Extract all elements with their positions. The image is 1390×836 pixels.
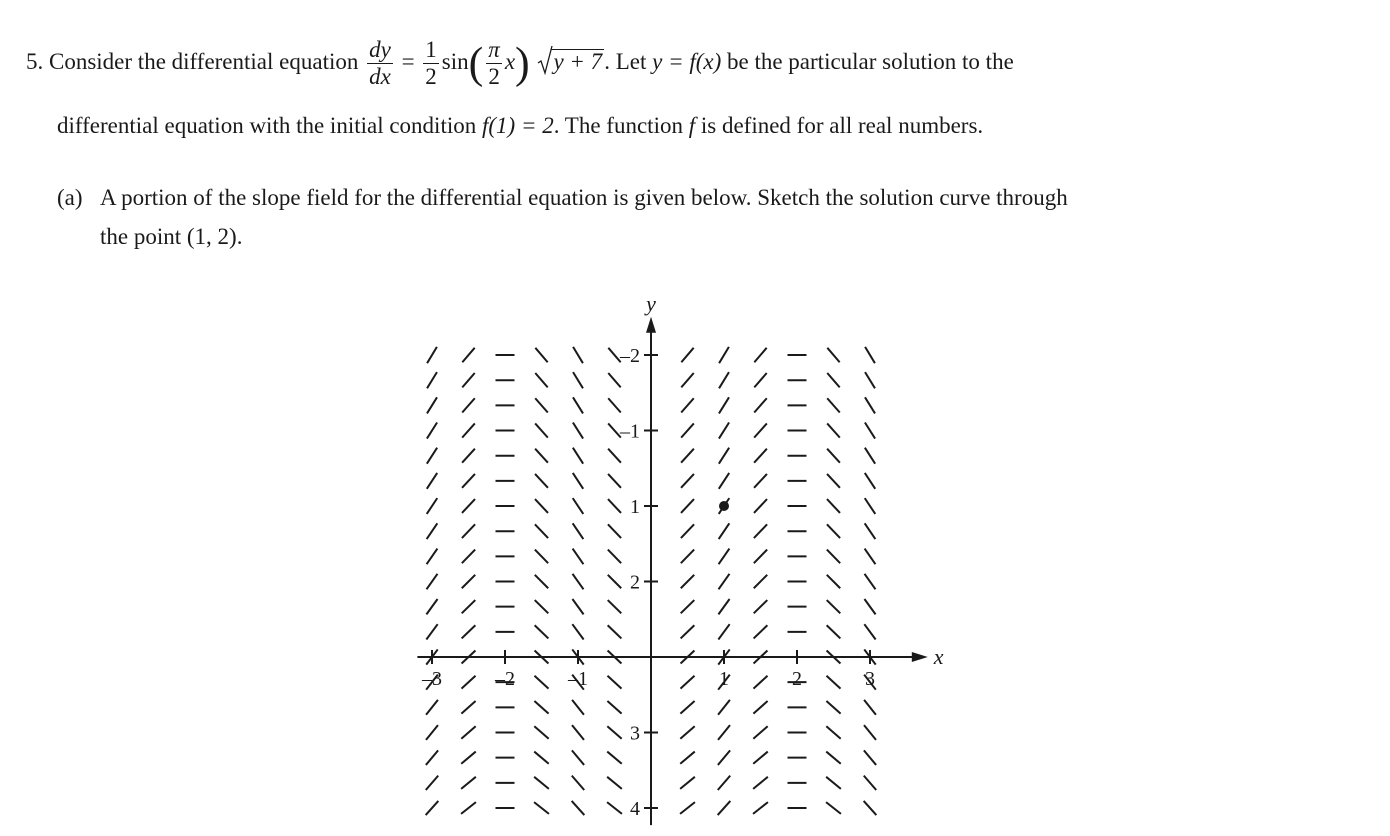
slope-segment — [535, 600, 549, 613]
slope-segment — [462, 474, 475, 488]
x-tick-label: –2 — [495, 668, 515, 690]
slope-segment — [754, 550, 767, 564]
slope-segment — [462, 600, 476, 613]
slope-segment — [865, 397, 875, 413]
slope-segment — [608, 625, 622, 638]
slope-segment — [681, 499, 694, 513]
slope-segment — [827, 524, 840, 538]
slope-segment — [572, 624, 583, 639]
slope-segment — [864, 700, 876, 715]
slope-segment — [865, 523, 876, 539]
slope-segment — [427, 523, 438, 539]
after-equation: . Let — [604, 48, 647, 74]
line-2-mid: . The function — [553, 113, 683, 138]
slope-segment — [719, 423, 729, 439]
x-axis-arrow-icon — [912, 652, 928, 662]
slope-segment — [535, 348, 547, 362]
line-2-start: differential equation with the initial condition — [57, 113, 477, 138]
slope-segment — [608, 348, 620, 362]
slope-segment — [573, 498, 584, 514]
slope-segment — [680, 676, 694, 689]
slope-segment — [608, 398, 621, 412]
slope-segment — [827, 474, 840, 488]
slope-segment — [719, 574, 730, 590]
slope-segment — [573, 448, 583, 464]
slope-segment — [461, 701, 475, 714]
slope-segment — [573, 473, 583, 489]
slope-segment — [680, 802, 695, 814]
slope-segment — [754, 575, 767, 588]
slope-segment — [607, 802, 622, 814]
two-denominator: 2 — [488, 64, 500, 89]
slope-segment — [680, 726, 694, 738]
slope-segment — [681, 373, 693, 387]
slope-segment — [754, 348, 766, 362]
slope-segment — [535, 398, 548, 412]
slope-segment — [573, 423, 583, 439]
slope-segment — [719, 473, 729, 489]
slope-segment — [607, 777, 622, 789]
slope-segment — [573, 347, 583, 363]
slope-segment — [462, 550, 475, 564]
slope-segment — [827, 373, 839, 387]
slope-segment — [426, 599, 437, 614]
slope-segment — [826, 802, 841, 814]
slope-segment — [535, 550, 548, 564]
slope-segment — [754, 449, 767, 463]
slope-segment — [426, 801, 439, 815]
slope-segment — [462, 398, 475, 412]
slope-segment — [534, 701, 548, 714]
slope-segment — [607, 701, 621, 714]
y-tick-label: 4 — [630, 798, 640, 820]
slope-segment — [608, 575, 621, 588]
slope-segment — [754, 625, 768, 638]
slope-segment — [681, 449, 694, 463]
slope-segment — [827, 499, 840, 513]
line-2-end: is defined for all real numbers. — [700, 113, 984, 138]
slope-segment — [461, 752, 476, 764]
y-tick-label: 2 — [630, 571, 640, 594]
slope-segment — [719, 448, 729, 464]
slope-segment — [753, 777, 768, 789]
problem-intro: Consider the differential equation — [49, 48, 359, 74]
slope-segment — [426, 776, 438, 790]
y-tick-label: 1 — [630, 496, 640, 518]
slope-segment — [607, 752, 622, 764]
slope-segment — [864, 801, 877, 815]
slope-segment — [461, 726, 475, 738]
y-axis-label: y — [646, 290, 656, 316]
slope-segment — [865, 372, 875, 388]
slope-segment — [865, 473, 875, 489]
x-tick-label: –3 — [422, 668, 442, 690]
half-denominator: 2 — [425, 64, 437, 89]
slope-segment — [573, 523, 584, 539]
slope-segment — [754, 499, 767, 513]
slope-segment — [573, 549, 584, 565]
slope-segment — [608, 474, 621, 488]
slope-segment — [718, 750, 730, 765]
line-1-end: be the particular solution to the — [727, 48, 1014, 74]
slope-segment — [826, 726, 840, 738]
slope-segment — [864, 599, 875, 614]
slope-segment — [427, 397, 437, 413]
slope-segment — [534, 777, 549, 789]
x-axis-label: x — [933, 644, 944, 669]
slope-segment — [573, 574, 584, 590]
x-tick-label: 3 — [865, 668, 875, 690]
slope-segment — [719, 397, 729, 413]
sin-function: sin — [441, 48, 469, 74]
slope-segment — [427, 549, 438, 565]
x-tick-label: 1 — [719, 668, 729, 690]
slope-segment — [864, 624, 875, 639]
slope-segment — [827, 398, 840, 412]
slope-segment — [865, 574, 876, 590]
slope-segment — [754, 423, 767, 437]
slope-segment — [753, 752, 768, 764]
slope-segment — [535, 524, 548, 538]
slope-segment — [681, 625, 695, 638]
slope-segment — [753, 676, 767, 689]
slope-segment — [753, 802, 768, 814]
slope-segment — [608, 499, 621, 513]
slope-segment — [718, 801, 731, 815]
slope-segment — [426, 725, 438, 740]
slope-segment — [865, 423, 875, 439]
slope-segment — [461, 777, 476, 789]
slope-segment — [681, 348, 693, 362]
slope-segment — [427, 372, 437, 388]
slope-segment — [572, 599, 583, 614]
x-variable: x — [504, 48, 516, 74]
slope-segment — [826, 752, 841, 764]
slope-segment — [754, 524, 767, 538]
function-f: f — [688, 113, 696, 138]
slope-segment — [607, 726, 621, 738]
slope-segment — [681, 524, 694, 538]
slope-segment — [864, 750, 876, 765]
axes — [417, 291, 943, 825]
slope-segment — [572, 700, 584, 715]
slope-segment — [572, 801, 585, 815]
slope-segment — [827, 423, 840, 437]
x-tick-label: 2 — [792, 668, 802, 690]
slope-segment — [865, 347, 875, 363]
half-numerator: 1 — [425, 37, 437, 62]
slope-segment — [719, 372, 729, 388]
slope-segment — [427, 473, 437, 489]
slope-segment — [719, 549, 730, 565]
slope-segment — [608, 550, 621, 564]
equals-sign: = — [401, 48, 415, 74]
slope-segment — [827, 348, 839, 362]
slope-segment — [572, 725, 584, 740]
slope-segment — [608, 373, 620, 387]
slope-segment — [462, 348, 474, 362]
slope-segment — [827, 625, 841, 638]
pi-numerator: π — [488, 37, 500, 62]
slope-segment — [608, 449, 621, 463]
part-a-label: (a) — [57, 185, 83, 210]
slope-segment — [462, 373, 474, 387]
slope-segment — [534, 676, 548, 689]
slope-segment — [535, 373, 547, 387]
slope-segment — [534, 752, 549, 764]
slope-segment — [462, 499, 475, 513]
slope-segment — [864, 725, 876, 740]
slope-segment — [462, 625, 476, 638]
slope-segment — [426, 624, 437, 639]
slope-segment — [427, 423, 437, 439]
slope-segment — [826, 676, 840, 689]
slope-segment — [427, 347, 437, 363]
slope-segment — [827, 575, 840, 588]
dy-numerator: dy — [369, 37, 391, 62]
slope-segment — [427, 574, 438, 590]
slope-segment — [865, 549, 876, 565]
slope-segment — [681, 600, 695, 613]
x-tick-label: –1 — [568, 668, 588, 690]
slope-segment — [681, 575, 694, 588]
initial-condition: f(1) = 2 — [481, 113, 554, 138]
slope-segment — [572, 750, 584, 765]
slope-segment — [719, 523, 730, 539]
slope-segment — [864, 776, 876, 790]
slope-segment — [754, 600, 768, 613]
slope-segment — [754, 474, 767, 488]
slope-segment — [427, 448, 437, 464]
slope-segment — [573, 397, 583, 413]
slope-segment — [718, 599, 729, 614]
slope-segment — [753, 726, 767, 738]
slope-segment — [681, 550, 694, 564]
slope-segment — [827, 449, 840, 463]
slope-segment — [535, 474, 548, 488]
slope-segment — [462, 575, 475, 588]
slope-segment — [718, 725, 730, 740]
slope-segment — [535, 625, 549, 638]
y-tick-label: –1 — [620, 420, 640, 443]
problem-number: 5. — [26, 48, 44, 74]
slope-segment — [426, 700, 438, 715]
right-paren: ) — [515, 38, 530, 88]
slope-segment — [680, 701, 694, 714]
slope-segment — [534, 726, 548, 738]
slope-segment — [535, 499, 548, 513]
slope-segment — [427, 498, 438, 514]
slope-segment — [754, 373, 766, 387]
f-of-x: = f(x) — [668, 48, 722, 74]
slope-segment — [572, 776, 584, 790]
slope-segment — [680, 752, 695, 764]
slope-segment — [608, 423, 621, 437]
slope-segment — [865, 448, 875, 464]
slope-segment — [719, 347, 729, 363]
part-a-text-line-2: the point (1, 2). — [100, 224, 243, 249]
slope-segment — [535, 423, 548, 437]
slope-segment — [681, 398, 694, 412]
slope-segment — [426, 750, 438, 765]
slope-segment — [826, 777, 841, 789]
slope-segment — [753, 701, 767, 714]
slope-segment — [680, 777, 695, 789]
slope-segment — [461, 802, 476, 814]
y-tick-label: 3 — [630, 722, 640, 745]
left-paren: ( — [468, 38, 484, 88]
slope-segment — [608, 600, 622, 613]
part-a-text-line-1: A portion of the slope field for the differential equation is given below. Sketch the solution curve through — [100, 185, 1068, 210]
y-tick-label: –2 — [620, 345, 640, 367]
slope-segment — [827, 600, 841, 613]
slope-segment — [462, 524, 475, 538]
slope-segment — [462, 423, 475, 437]
slope-segment — [535, 575, 548, 588]
slope-segment — [607, 676, 621, 689]
slope-segment — [827, 550, 840, 564]
radicand: y + 7 — [553, 48, 603, 74]
slope-segment — [681, 423, 694, 437]
slope-segment — [573, 372, 583, 388]
slope-segment — [608, 524, 621, 538]
y-axis-arrow-icon — [646, 317, 656, 333]
slope-segment — [754, 398, 767, 412]
slope-segment — [718, 776, 730, 790]
slope-segment — [865, 498, 876, 514]
slope-segment — [681, 474, 694, 488]
slope-segment — [462, 449, 475, 463]
slope-segment — [718, 624, 729, 639]
slope-segment — [826, 701, 840, 714]
slope-segment — [461, 676, 475, 689]
slope-segment — [534, 802, 549, 814]
slope-segment — [718, 700, 730, 715]
y-variable: y — [652, 48, 663, 74]
dx-denominator: dx — [369, 64, 391, 89]
initial-point-marker — [719, 501, 729, 511]
slope-segment — [535, 449, 548, 463]
